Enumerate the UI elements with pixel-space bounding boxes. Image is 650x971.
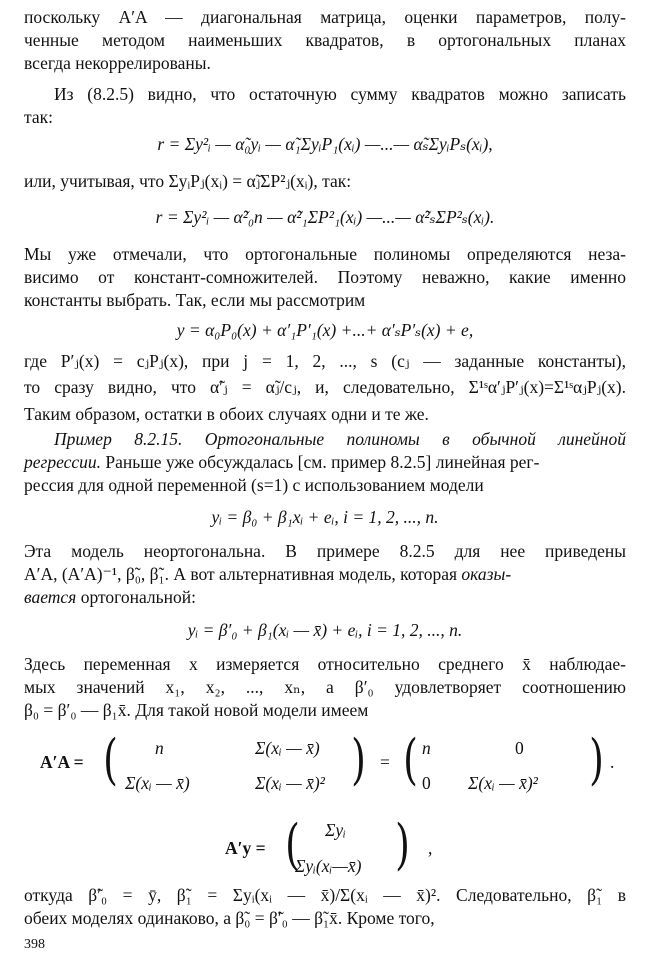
right-paren-3: ) (395, 813, 410, 876)
matrix-AA-r12: 0 (515, 738, 524, 758)
text-line-20: β₀ = β′₀ — β₁x̄. Для такой новой модели имеем (24, 700, 369, 720)
vector-Ay-v2: Σyᵢ(xᵢ—x̄) (295, 856, 362, 876)
text-line-7: Мы уже отмечали, что ортогональные полиномы определяются неза- (24, 244, 626, 264)
text-line-15: Эта модель неортогональна. В примере 8.2.5 для нее приведены (24, 541, 626, 561)
text-line-11: то сразу видно, что α̃′ⱼ = α̃ⱼ/cⱼ, и, следовательно, Σ¹ˢα′ⱼP′ⱼ(x)=Σ¹ˢαⱼPⱼ(x). (24, 377, 626, 397)
text-line-21: откуда β̃′₀ = ȳ, β̃₁ = Σyᵢ(xᵢ — x̄)/Σ(xᵢ — x̄)². Следовательно, β̃₁ в (24, 885, 626, 905)
text-line-17 (24, 586, 626, 609)
matrix-AA-r11: n (422, 738, 431, 758)
right-paren-2: ) (589, 728, 604, 791)
vector-Ay-v1: Σyᵢ (325, 820, 346, 840)
text-line-18: Здесь переменная x измеряется относительно среднего x̄ наблюдае- (24, 654, 626, 674)
equation-model-orthogonal: y = α₀P₀(x) + α′₁P′₁(x) +...+ α′ₛP′ₛ(x) + e, (176, 320, 474, 340)
text-line-16-main: A′A, (A′A)⁻¹, β̃₀, β̃₁. А вот альтернативная модель, которая (24, 564, 462, 584)
matrix-AA-r21: 0 (422, 773, 431, 793)
text-line-19: мых значений x₁, x₂, ..., xₙ, а β′₀ удовлетворяет соотношению (24, 677, 626, 697)
vector-Ay-comma: , (428, 838, 433, 858)
matrix-AA-equals: = (380, 752, 390, 772)
text-line-12: Таким образом, остатки в обоих случаях одни и те же. (24, 404, 429, 424)
text-line-6: или, учитывая, что ΣyᵢPⱼ(xᵢ) = α̃ⱼΣP²ⱼ(xᵢ), так: (24, 171, 352, 191)
equation-linear-model: yᵢ = β₀ + β₁xᵢ + eᵢ, i = 1, 2, ..., n. (211, 507, 439, 527)
text-line-16 (24, 563, 626, 586)
matrix-AA-m12: Σ(xᵢ — x̄) (255, 738, 320, 758)
text-line-9: константы выбрать. Так, если мы рассмотрим (24, 290, 366, 310)
text-line-10: где P′ⱼ(x) = cⱼPⱼ(x), при j = 1, 2, ..., s (cⱼ — заданные константы), (24, 351, 626, 371)
example-title-end: регрессии. (24, 452, 102, 472)
matrix-AA-period: . (610, 752, 615, 772)
matrix-AA-m22: Σ(xᵢ — x̄)² (255, 773, 325, 793)
matrix-AA-m11: n (155, 738, 164, 758)
equation-residual-sum-2: r = Σy²ᵢ — α̃²₀n — α̃²₁ΣP²₁(xᵢ) —...— α̃²ₛΣP²ₛ(xᵢ). (155, 207, 495, 227)
equation-centered-model: yᵢ = β′₀ + β₁(xᵢ — x̄) + eᵢ, i = 1, 2, ..., n. (187, 620, 463, 640)
text-line-16-italic: оказы- (461, 564, 512, 584)
left-paren-1: ( (103, 728, 118, 791)
text-line-17-italic: вается (24, 587, 77, 607)
text-line-5: так: (24, 107, 53, 127)
text-line-22: обеих моделях одинаково, а β̃₀ = β̃′₀ — β̃₁x̄. Кроме того, (24, 908, 435, 928)
text-line-4: Из (8.2.5) видно, что остаточную сумму квадратов можно записать (54, 84, 626, 104)
equation-residual-sum: r = Σy²ᵢ — α̃₀yᵢ — α̃₁ΣyᵢP₁(xᵢ) —...— α̃ₛΣyᵢPₛ(xᵢ), (157, 134, 493, 154)
example-title: Пример 8.2.15. Ортогональные полиномы в обычной линейной (54, 429, 626, 449)
matrix-AA-m21: Σ(xᵢ — x̄) (125, 773, 190, 793)
text-line-3: всегда некоррелированы. (24, 53, 211, 73)
matrix-AA-lhs: A′A = (40, 752, 84, 772)
left-paren-3: ( (285, 813, 300, 876)
left-paren-2: ( (403, 728, 418, 791)
right-paren-1: ) (351, 728, 366, 791)
text-line-1: поскольку A′A — диагональная матрица, оценки параметров, полу- (24, 7, 626, 27)
page-number: 398 (24, 937, 45, 952)
vector-Ay-lhs: A′y = (225, 838, 266, 858)
text-line-2: ченные методом наименьших квадратов, в ортогональных планах (24, 30, 626, 50)
text-line-13 (24, 451, 626, 474)
text-line-8: висимо от констант-сомножителей. Поэтому неважно, какие именно (24, 267, 626, 287)
text-line-17-rest: ортогональной: (76, 587, 196, 607)
matrix-AA-r22: Σ(xᵢ — x̄)² (468, 773, 538, 793)
text-line-13-rest: Раньше уже обсуждалась [см. пример 8.2.5] линейная рег- (101, 452, 540, 472)
text-line-14: рессия для одной переменной (s=1) с использованием модели (24, 475, 484, 495)
